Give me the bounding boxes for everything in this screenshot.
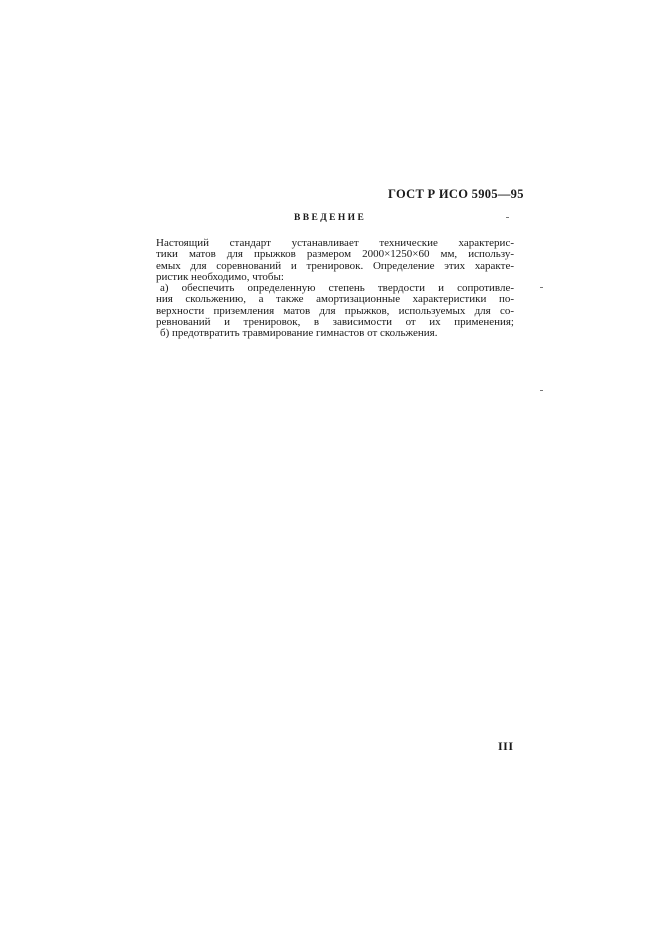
list-item-b-line: б) предотвратить травмирование гимнастов от скольжения. (160, 328, 438, 340)
list-item-a-line: а) обеспечить определенную степень твердости и сопротивле- (160, 283, 514, 295)
list-item-a-line: ния скольжению, а также амортизационные характеристики по- (156, 294, 514, 306)
list-item-a-line: ревнований и тренировок, в зависимости от их применения; (156, 317, 514, 329)
scan-speck (540, 390, 543, 391)
scan-speck (506, 217, 509, 218)
page-heading: ВВЕДЕНИЕ (294, 213, 367, 223)
paragraph-line: ристик необходимо, чтобы: (156, 271, 284, 283)
document-code: ГОСТ Р ИСО 5905—95 (388, 187, 524, 201)
paragraph-line: Настоящий стандарт устанавливает технические характерис- (156, 238, 514, 249)
list-item-a-line: верхности приземления матов для прыжков, используемых для со- (156, 305, 514, 317)
scan-speck (540, 287, 543, 288)
paragraph-line: емых для соревнований и тренировок. Определение этих характе- (156, 260, 514, 272)
body-text (156, 238, 514, 340)
paragraph-line: тики матов для прыжков размером 2000×1250×60 мм, использу- (156, 249, 514, 261)
page-number: III (498, 739, 514, 753)
